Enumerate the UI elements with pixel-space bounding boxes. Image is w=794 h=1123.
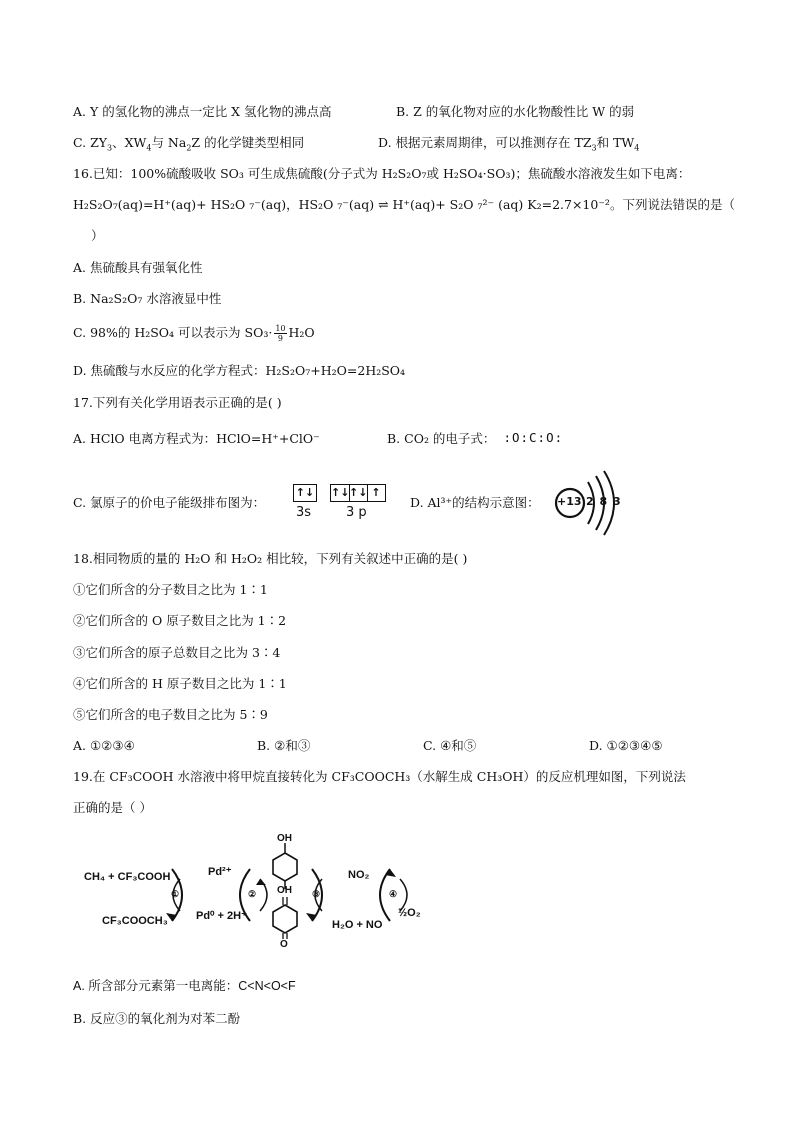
mech-half-o2: ½O₂ <box>398 907 421 919</box>
q15-option-d: D. 根据元素周期律，可以推测存在 $TZ_3$和 $TW_4$ <box>378 135 640 153</box>
orbital-cell: ↑↓ <box>349 486 368 499</box>
mech-no2: NO₂ <box>348 869 370 881</box>
mech-o-bottom: O <box>280 939 288 950</box>
mech-oh-top: OH <box>277 833 292 844</box>
q15-option-c: C. $ZY_3$、$XW_4$与 $Na_2Z$ 的化学键类型相同 <box>73 135 305 153</box>
q16-option-a: A. 焦硫酸具有强氧化性 <box>73 260 203 275</box>
q16-option-c: C. 98%的 H₂SO₄ 可以表示为 SO₃· $\frac{10}{9}$ H₂O <box>73 324 315 343</box>
electron-shells: 2 8 3 <box>586 495 622 508</box>
q17-option-a: A. HClO 电离方程式为：HClO=H⁺+ClO⁻ <box>73 431 320 446</box>
q18-item: ①它们所含的分子数目之比为 1∶1 <box>73 582 268 597</box>
mech-step: ③ <box>312 889 321 899</box>
mech-oh-bottom: OH <box>277 885 292 896</box>
orbital-cell: ↑ <box>371 486 381 499</box>
orbital-cell: ↑↓ <box>331 486 350 499</box>
mech-step: ② <box>248 889 257 899</box>
mech-step: ① <box>171 889 180 899</box>
q17-option-d: D. Al³⁺的结构示意图： <box>410 495 540 510</box>
orbital-3s-label: 3s <box>296 505 312 520</box>
q17-option-b: B. CO₂ 的电子式： :O:C:O: <box>387 430 564 446</box>
q15-option-b: B. Z 的氧化物对应的水化物酸性比 W 的弱 <box>396 104 635 119</box>
q16-stem-line3: ） <box>91 228 104 243</box>
orbital-3s-box <box>293 484 317 502</box>
q18-option-c: C. ④和⑤ <box>423 738 477 753</box>
orbital-3p-box <box>330 484 386 502</box>
q18-stem: 18.相同物质的量的 H₂O 和 H₂O₂ 相比较，下列有关叙述中正确的是( ) <box>73 551 468 566</box>
mech-reactants: CH₄ + CF₃COOH <box>84 871 171 883</box>
mech-step: ④ <box>389 889 398 899</box>
q16-option-b: B. Na₂S₂O₇ 水溶液显中性 <box>73 291 222 306</box>
q18-option-b: B. ②和③ <box>257 738 311 753</box>
nucleus-charge: +13 <box>557 495 582 508</box>
q18-item: ②它们所含的 O 原子数目之比为 1∶2 <box>73 613 287 628</box>
q18-item: ⑤它们所含的电子数目之比为 5∶9 <box>73 707 268 722</box>
al-ion-structure-diagram <box>548 468 628 538</box>
q19-option-b: B. 反应③的氧化剂为对苯二酚 <box>73 1011 241 1026</box>
q19-option-a: A. 所含部分元素第一电离能：C<N<O<F <box>73 979 296 993</box>
q16-option-d: D. 焦硫酸与水反应的化学方程式：H₂S₂O₇+H₂O=2H₂SO₄ <box>73 363 406 378</box>
q18-option-d: D. ①②③④⑤ <box>589 738 663 753</box>
reaction-mechanism-diagram <box>80 833 420 953</box>
q19-stem-line2: 正确的是（ ） <box>73 800 152 815</box>
q19-stem-line1: 19.在 CF₃COOH 水溶液中将甲烷直接转化为 CF₃COOCH₃（水解生成 CH₃OH）的反应机理如图，下列说法 <box>73 769 686 784</box>
q18-item: ④它们所含的 H 原子数目之比为 1∶1 <box>73 676 287 691</box>
q16-stem-line1: 16.已知：100%硫酸吸收 SO₃ 可生成焦硫酸(分子式为 H₂S₂O₇或 H₂SO₄·SO₃)；焦硫酸水溶液发生如下电离： <box>73 166 691 181</box>
mech-pd0: Pd⁰ + 2H⁺ <box>196 910 247 922</box>
q16-stem-line2: H₂S₂O₇(aq)=H⁺(aq)+ HS₂O ₇⁻(aq)，HS₂O ₇⁻(aq) ⇌ H⁺(aq)+ S₂O ₇²⁻ (aq) K₂=2.7×10⁻²。下列说法错误的是（ <box>73 197 735 212</box>
orbital-3p-label: 3 p <box>346 505 367 520</box>
fraction-10-9: $\frac{10}{9}$ <box>275 324 286 343</box>
mech-water-no: H₂O + NO <box>332 919 383 931</box>
orbital-cell: ↑↓ <box>295 486 315 499</box>
q18-option-a: A. ①②③④ <box>73 738 135 753</box>
mech-pd2: Pd²⁺ <box>208 866 232 878</box>
co2-lewis-structure: :O:C:O: <box>503 430 564 445</box>
q18-item: ③它们所含的原子总数目之比为 3∶4 <box>73 645 281 660</box>
q17-option-c: C. 氯原子的价电子能级排布图为： <box>73 495 266 510</box>
q17-stem: 17.下列有关化学用语表示正确的是( ) <box>73 395 282 410</box>
mech-product: CF₃COOCH₃ <box>102 915 168 927</box>
q15-option-a: A. Y 的氢化物的沸点一定比 X 氢化物的沸点高 <box>73 104 332 119</box>
